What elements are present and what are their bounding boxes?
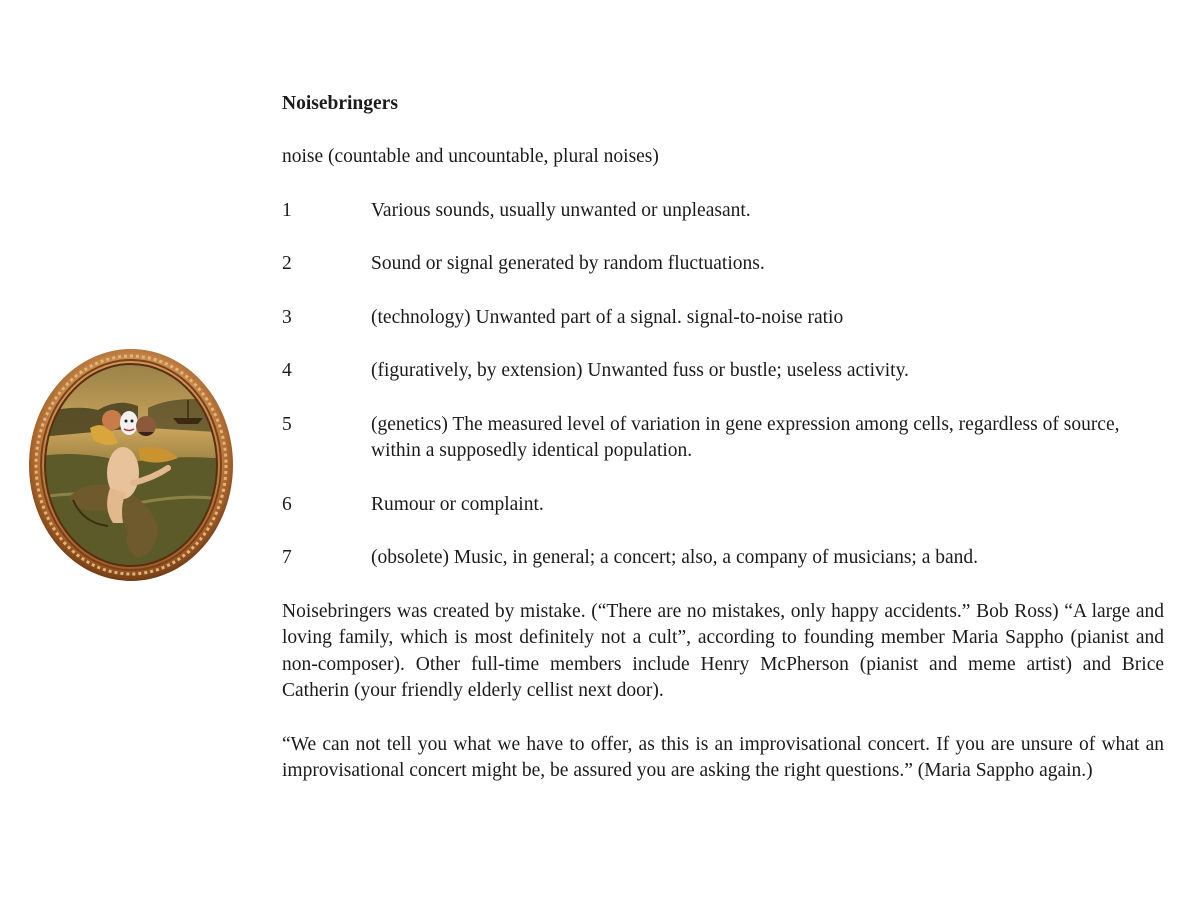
definition-number: 3 — [282, 306, 292, 328]
definition-text: Sound or signal generated by random fluctuations. — [371, 253, 765, 274]
definition-text: Various sounds, usually unwanted or unpleasant. — [371, 199, 751, 221]
framed-painting — [28, 348, 234, 582]
quote-paragraph: “We can not tell you what we have to offer, as this is an improvisational concert. If you are unsure of what an improvisational concert might be, be assured you are asking the right questions.” (Maria Sappho again.) — [282, 733, 1164, 781]
definition-text: Rumour or complaint. — [371, 493, 544, 515]
definition-item — [282, 305, 1164, 332]
definition-item — [282, 412, 1164, 465]
description-paragraph: Noisebringers was created by mistake. (“There are no mistakes, only happy accidents.” Bob Ross) “A large and loving family, which is most definitely not a cult”, according to founding member Maria Sappho (pianist and non-composer). Other full-time members include Henry McPherson (pianist and meme artist) and Brice Catherin (your friendly elderly cellist next door). — [282, 600, 1164, 701]
definition-item — [282, 492, 1164, 519]
definition-number: 1 — [282, 199, 292, 221]
definition-item — [282, 545, 1164, 572]
definition-text: (technology) Unwanted part of a signal. signal-to-noise ratio — [371, 306, 844, 328]
article — [282, 90, 1164, 812]
definition-list — [282, 198, 1164, 572]
definition-item — [282, 358, 1164, 385]
headword: noise (countable and uncountable, plural noises) — [282, 146, 659, 167]
definition-number: 5 — [282, 413, 292, 435]
definition-text: (genetics) The measured level of variation in gene expression among cells, regardless of source, within a supposedly identical population. — [371, 413, 1120, 461]
definition-item — [282, 251, 1164, 278]
page-title: Noisebringers — [282, 93, 398, 114]
definition-text: (obsolete) Music, in general; a concert; also, a company of musicians; a band. — [371, 547, 979, 568]
definition-item — [282, 198, 1164, 225]
definition-number: 6 — [282, 493, 292, 515]
definition-number: 2 — [282, 253, 292, 274]
definition-number: 7 — [282, 547, 292, 568]
definition-number: 4 — [282, 360, 292, 381]
definition-text: (figuratively, by extension) Unwanted fuss or bustle; useless activity. — [371, 360, 909, 381]
framed-painting-icon — [28, 348, 234, 582]
